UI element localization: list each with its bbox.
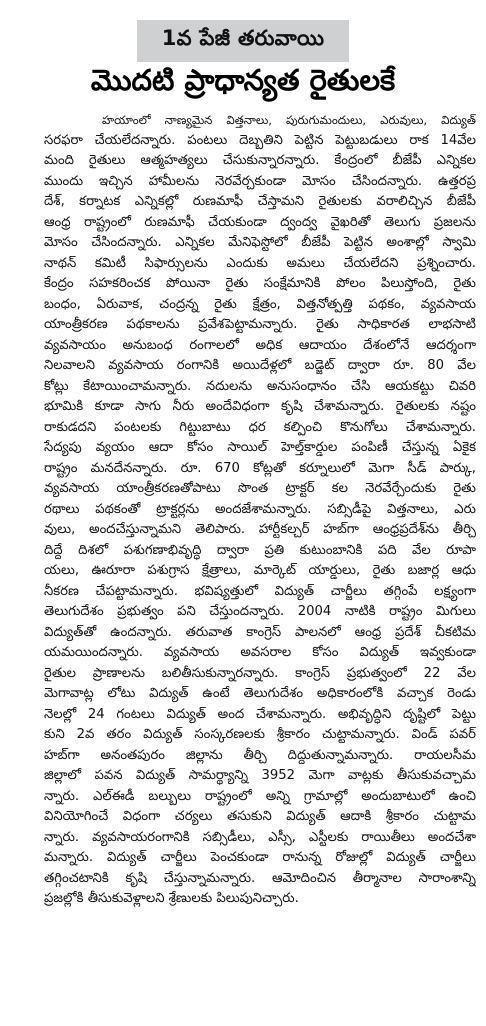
article-line: వ్యవసాయ యాంత్రీకరణతోపాటు సొంత ట్రాక్టర్ కల నెరవేర్చేందుకు రైతు bbox=[44, 481, 476, 496]
article-line: భూమికి కూడా సాగు నీరు అందేవిధంగా కృషి చేశామన్నారు. రైతులకు నష్టం bbox=[44, 399, 476, 414]
article-line: యలు, ఊరూరా పశుగ్రాస క్షేత్రాలు, మార్కెట్ యార్డులు, రైతు బజార్ల ఆధు bbox=[44, 563, 476, 578]
article-line: కేంద్రం సహకరించక పోయినా రైతు సంక్షేమానికి పోలం పిలుస్తోంది, రైతు bbox=[44, 276, 476, 291]
article-line: సేద్యపు వ్యయం ఆదా కోసం సాయిల్ హెల్త్‌కార్డుల పంపిణీ చేస్తున్న ఏకైక bbox=[44, 440, 476, 455]
article-line: కోట్లు కేటాయించామన్నారు. నదులను అనుసంధానం చేసి ఆయకట్టు చివరి bbox=[44, 378, 476, 394]
article-line: ప్రజల్లోకి తీసుకువెళ్లాలని శ్రేణులకు పిలుపునిచ్చారు. bbox=[44, 891, 299, 906]
article-line: ఆంధ్ర రాష్ట్రంలో రుణమాఫీ చేయకుండా ద్వంద్వ వైఖరితో తెలుగు ప్రజలను bbox=[44, 214, 476, 230]
article-headline: మొదటి ప్రాధాన్యత రైతులకే bbox=[90, 63, 396, 97]
continued-label: 1వ పేజీ తరువాయి bbox=[161, 26, 325, 50]
article-line: బంధం, ఏరువాక, చంద్రన్న రైతు క్షేత్రం, విత్తనోత్పత్తి పథకం, వ్యవసాయ bbox=[44, 296, 476, 312]
article-line: తగ్గించటానికి కృషి చేస్తున్నామన్నారు. ఆమోదించిన తీర్మానాల సారాంశాన్ని bbox=[44, 870, 476, 886]
article-line: మెగావాట్ల లోటు విద్యుత్ ఉంటే తెలుగుదేశం అధికారంలోకి వచ్చాక రెండు bbox=[44, 686, 476, 701]
article-line: వులు, అందచేస్తున్నామని తెలిపారు. హార్టీకల్చర్ హబ్‌గా ఆంధ్రప్రదేశ్‌ను తీర్చి bbox=[44, 522, 476, 537]
article-line: రథాలు పథకంతో ట్రాక్టర్లను అందజేశామన్నారు. సబ్సిడీపై విత్తనాలు, ఎరు bbox=[44, 501, 476, 517]
article-line: యమయిందన్నారు. వ్యవసాయ అవసరాల కోసం విద్యుత్ ఇవ్వకుండా bbox=[44, 645, 476, 660]
article-line: వినియోగించే విధంగా చర్యలు తసుకుని విద్యుత్ ఆదాకి శ్రీకారం చుట్టామ bbox=[44, 809, 476, 824]
article-line: తెలుగుదేశం ప్రభుత్వం పని చేస్తుందన్నారు. 2004 నాటికి రాష్ట్రం మిగులు bbox=[44, 604, 476, 619]
article-line: హబ్‌గా అనంతపురం జిల్లాను తీర్చి దిద్దుతున్నామన్నారు. రాయలసీమ bbox=[44, 747, 476, 763]
article-line: యాంత్రీకరణ పథకాలను ప్రవేశపెట్టామన్నారు. రైతు సాధికారత లాభసాటి bbox=[44, 317, 476, 332]
article-line: సరఫరా చేయలేదన్నారు. పంటలు దెబ్బతిని పెట్టిన పెట్టుబడులు రాక 14వేల bbox=[44, 132, 476, 148]
continued-from-page-banner bbox=[137, 20, 349, 62]
article-line: మన్నారు. విద్యుత్ చార్జీలు పెంచకుండా రానున్న రోజుల్లో విద్యుత్ చార్జీలు bbox=[44, 850, 476, 865]
article-line: రైతుల ప్రాణాలను బలితీసుకున్నారన్నారు. కాంగ్రెస్ ప్రభుత్వంలో 22 వేల bbox=[44, 665, 476, 681]
article-line: హయాంలో నాణ్యమైన విత్తనాలు, పురుగుమందులు, ఎరువులు, విద్యుత్ bbox=[102, 113, 476, 127]
article-line: మంది రైతులు ఆత్మహత్యలు చేసుకున్నారన్నారు. కేంద్రంలో బీజేపీ ఎన్నికల bbox=[44, 153, 476, 168]
article-line: దేశ్, కర్నాటక ఎన్నికల్లో రుణమాఫీ చేస్తామని రైతులకు వరాలిచ్చిన బీజేపీ bbox=[44, 194, 476, 209]
article-line: దిద్దే దిశలో పశుగణాభివృద్ధి ద్వారా ప్రతి కుటుంబానికి పది వేల రూపా bbox=[44, 542, 476, 558]
article-line: ముందు ఇచ్చిన హామీలను నెరవేర్చకుండా మోసం చేసిందన్నారు. ఉత్తరప్ర bbox=[44, 173, 476, 189]
article-line: నీకరణ చేపట్టామన్నారు. భవిష్యత్తులో విద్యుత్ చార్జీలు తగ్గింపే లక్ష్యంగా bbox=[44, 583, 476, 599]
article-body bbox=[44, 110, 476, 1020]
article-line: మోసం చేసిందన్నారు. ఎన్నికల మేనిఫెస్టోలో బీజేపీ పెట్టిన అంశాల్లో స్వామి bbox=[44, 235, 476, 250]
article-line: రాష్ట్రం మనదేనన్నారు. రూ. 670 కోట్లతో కర్నూలులో మెగా సీడ్ పార్కు, bbox=[44, 460, 476, 476]
article-line: నాథన్ కమిటీ సిఫార్సులను ఎందుకు అమలు చేయలేదని ప్రశ్నించారు. bbox=[44, 255, 476, 271]
article-line: నెలల్లో 24 గంటలు విద్యుత్ అంద చేశామన్నారు. అభివృద్ధిని దృష్టిలో పెట్టు bbox=[44, 706, 476, 722]
article-line: రాకుడదని పంటలకు గిట్టుబాటు ధర కల్పించి కొనుగోలు చేశామన్నారు. bbox=[44, 419, 476, 435]
article-line: న్నారు. వ్యవసాయరంగానికి సబ్సిడీలు, ఎస్సీ, ఎస్టీలకు రాయితీలు అందచేశా bbox=[44, 829, 476, 845]
article-line: కుని 2వ తరం విద్యుత్ సంస్కరణలకు శ్రీకారం చుట్టామన్నారు. విండ్ పవర్ bbox=[44, 727, 476, 742]
article-line: నిలవాలని వ్యవసాయ రంగానికి అయిదేళ్లలో బడ్జెట్ ద్వారా రూ. 80 వేల bbox=[44, 358, 476, 373]
article-line: జిల్లాలో పవన విద్యుత్ సామర్థ్యాన్ని 3952 మెగా వాట్లకు తీసుకువచ్చామ bbox=[44, 768, 476, 783]
article-line: వ్యవసాయం అనుబంధ రంగాలలో అధిక ఆదాయం దేశంలోనే ఆదర్శంగా bbox=[44, 337, 476, 353]
article-line: విద్యుత్‌తో ఉందన్నారు. తరువాత కాంగ్రెస్ పాలనలో ఆంధ్ర ప్రదేశ్ చీకటిమ bbox=[44, 624, 476, 640]
article-line: న్నారు. ఎల్‌ఈడీ బల్బులు రాష్ట్రంలో అన్ని గ్రామాల్లో అందుబాటులో ఉంచి bbox=[44, 788, 476, 804]
